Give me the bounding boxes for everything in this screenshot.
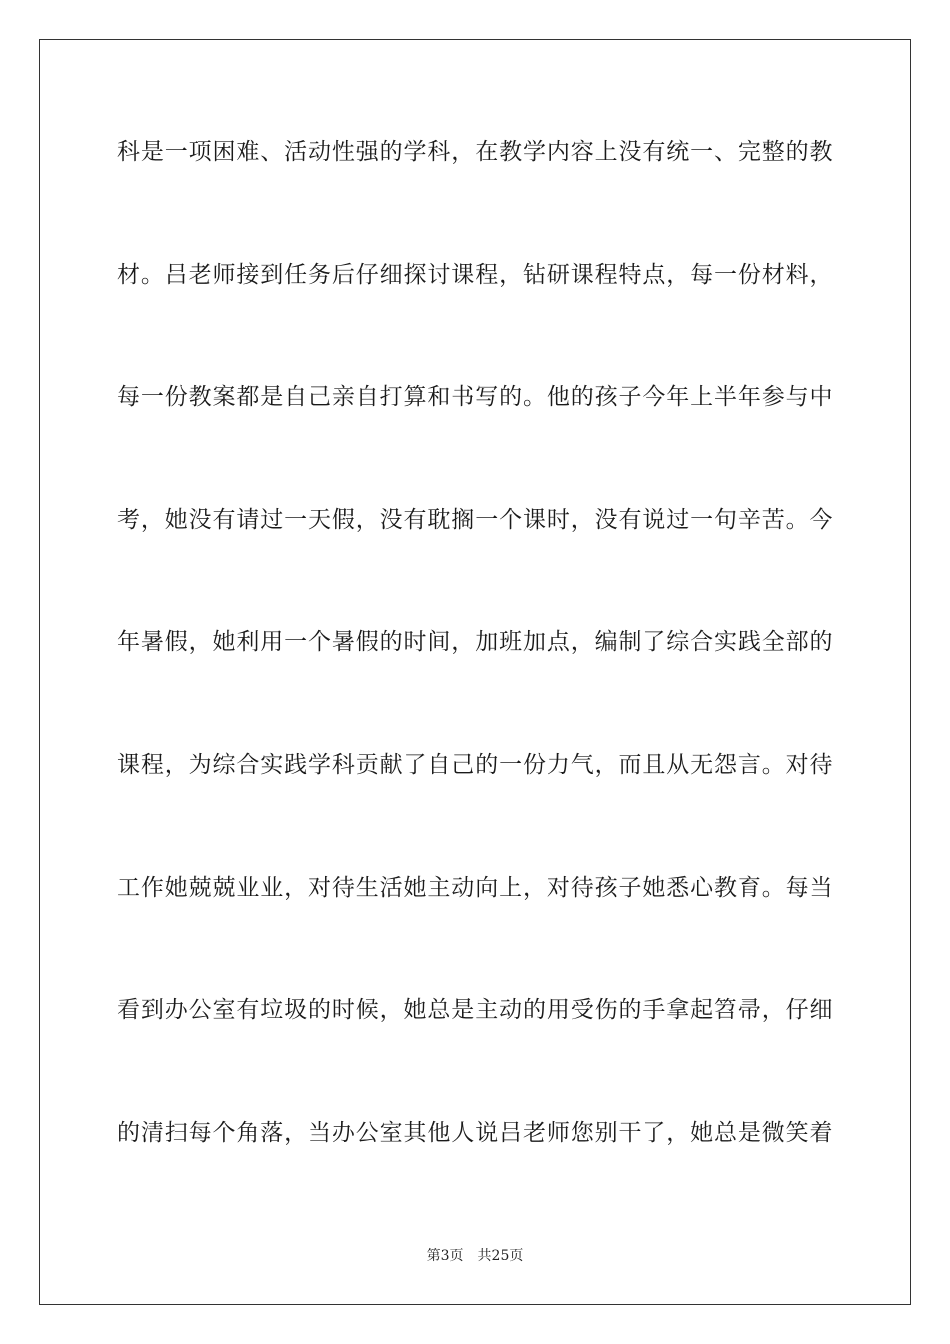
text-line: 每一份教案都是自己亲自打算和书写的。他的孩子今年上半年参与中 xyxy=(117,384,833,410)
text-line: 的清扫每个角落，当办公室其他人说吕老师您别干了，她总是微笑着 xyxy=(117,1120,833,1146)
text-line: 材。吕老师接到任务后仔细探讨课程，钻研课程特点，每一份材料， xyxy=(117,262,833,288)
text-line: 科是一项困难、活动性强的学科，在教学内容上没有统一、完整的教 xyxy=(117,139,833,165)
text-line: 工作她兢兢业业，对待生活她主动向上，对待孩子她悉心教育。每当 xyxy=(117,875,833,901)
page-number: 第3页 xyxy=(426,1248,464,1264)
text-line: 年暑假，她利用一个暑假的时间，加班加点，编制了综合实践全部的 xyxy=(117,629,833,655)
total-pages: 共25页 xyxy=(477,1248,524,1264)
page-footer xyxy=(0,1247,950,1265)
text-line: 课程，为综合实践学科贡献了自己的一份力气，而且从无怨言。对待 xyxy=(117,752,833,778)
text-line: 考，她没有请过一天假，没有耽搁一个课时，没有说过一句辛苦。今 xyxy=(117,507,833,533)
page-border xyxy=(39,39,911,1305)
text-line: 看到办公室有垃圾的时候，她总是主动的用受伤的手拿起笤帚，仔细 xyxy=(117,997,833,1023)
